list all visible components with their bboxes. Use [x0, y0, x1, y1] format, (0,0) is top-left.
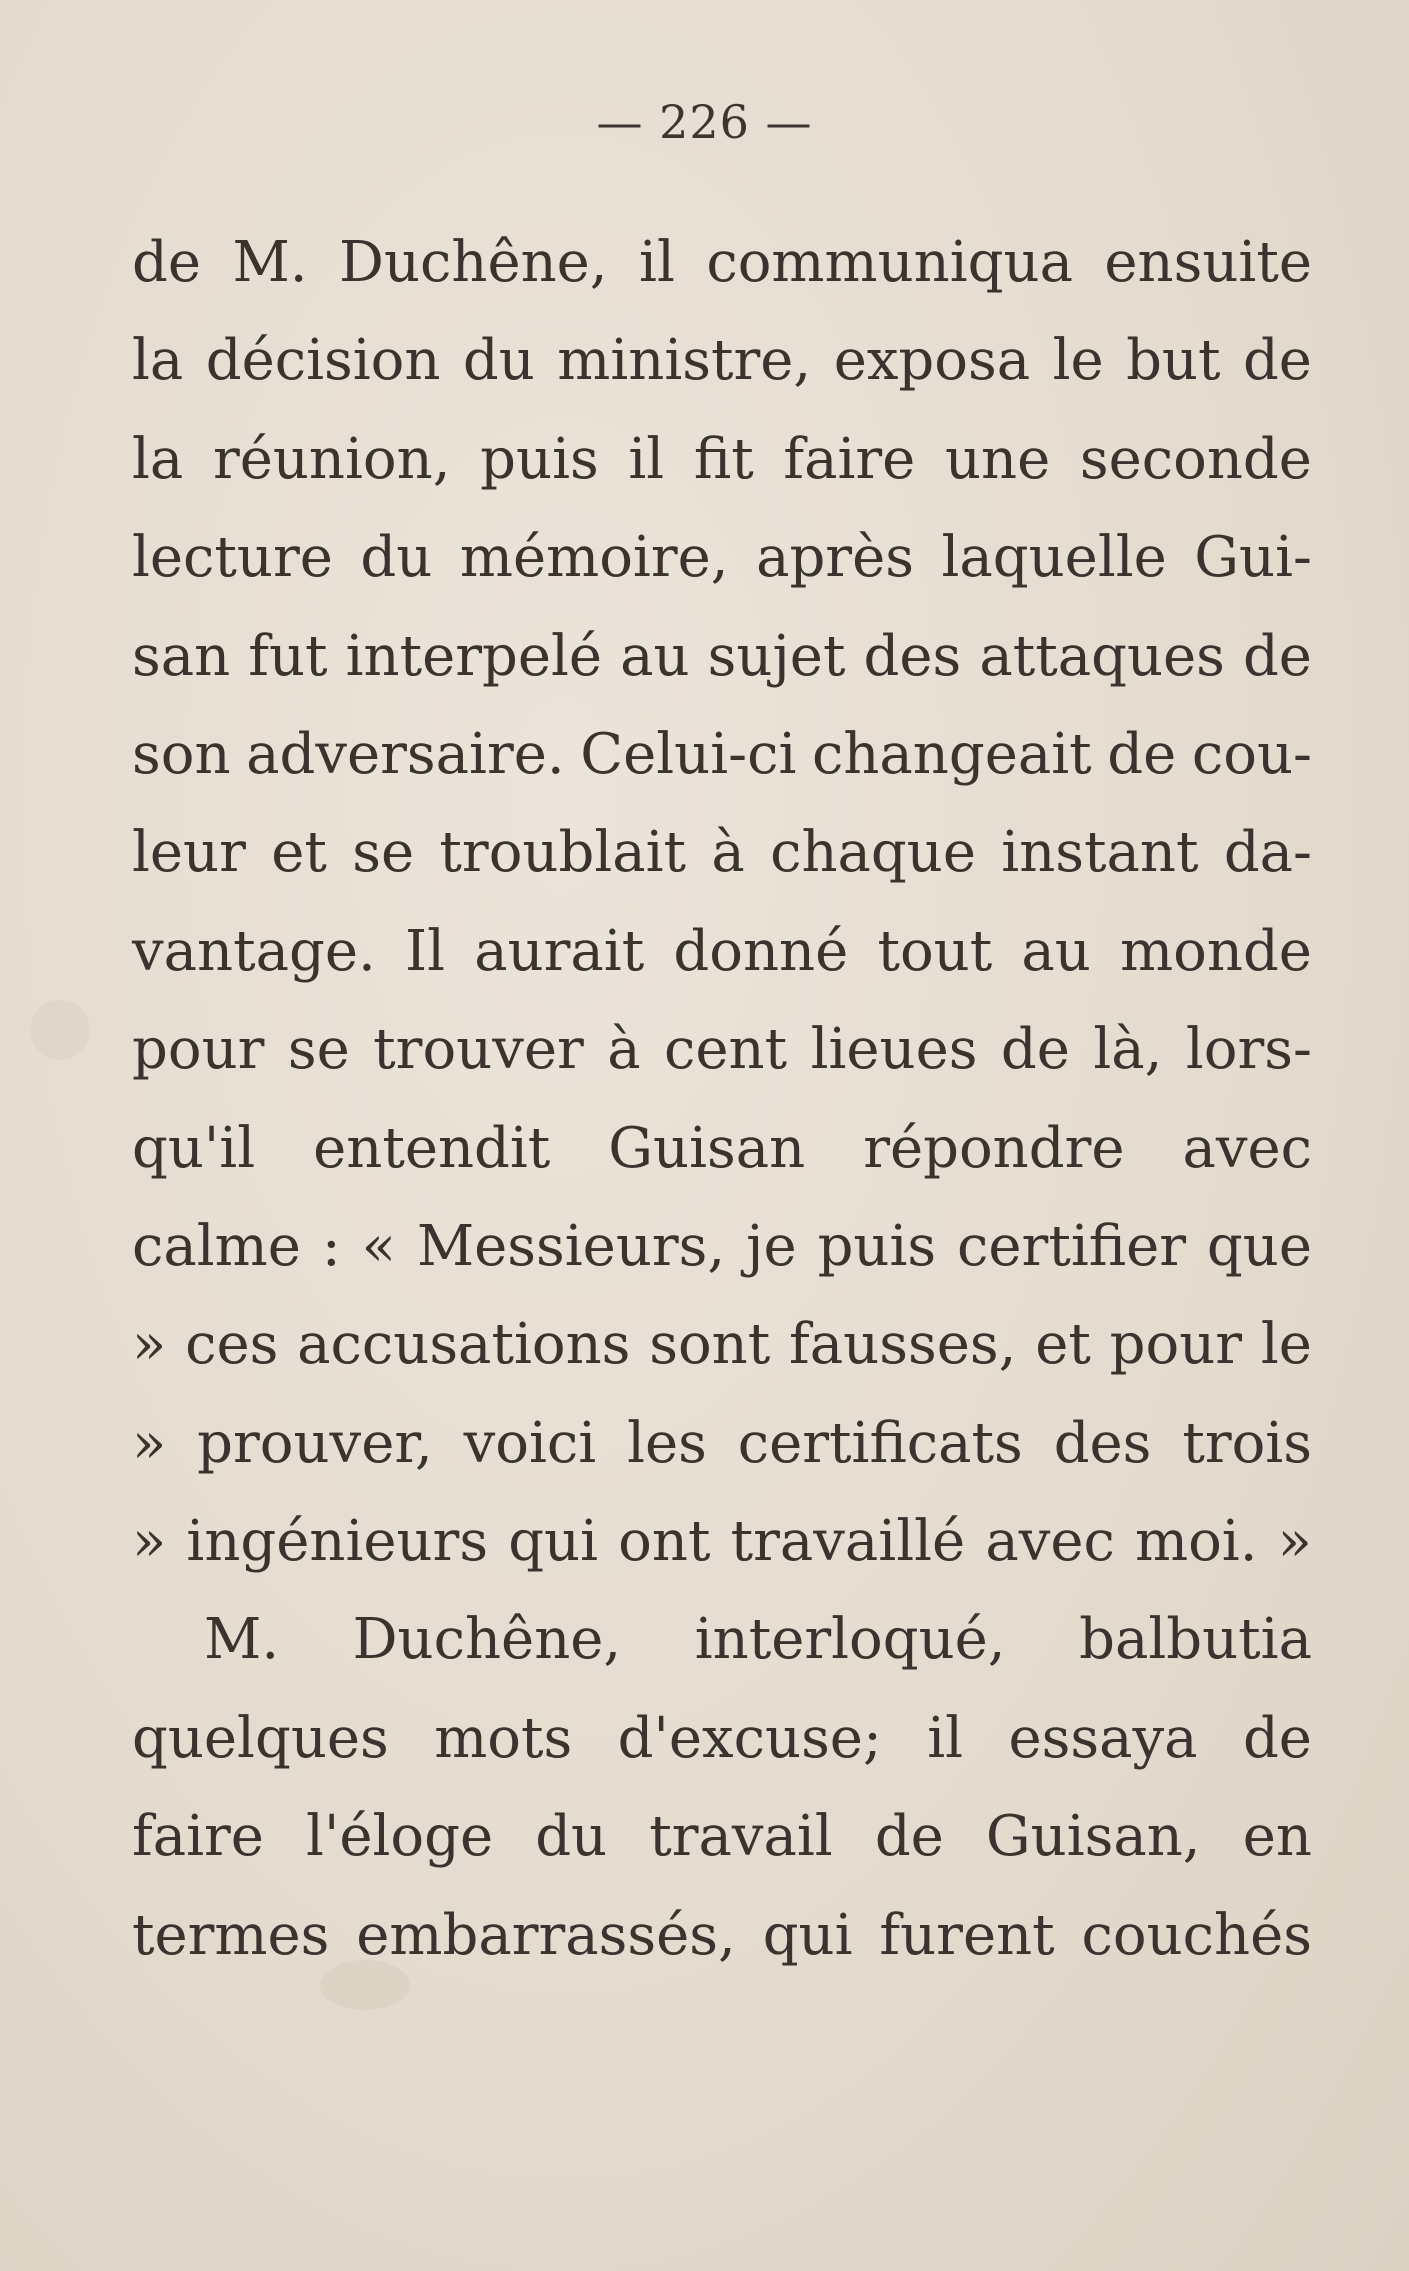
text-line — [132, 214, 1312, 312]
word: instant — [1001, 820, 1199, 886]
word: le — [1260, 1312, 1312, 1378]
word: sujet — [707, 623, 846, 689]
word: quelques — [132, 1705, 389, 1771]
word: de — [132, 230, 201, 295]
word: Duchêne, — [352, 1607, 622, 1673]
word: puis — [817, 1213, 937, 1279]
text-line — [132, 312, 1312, 410]
word: ingénieurs — [186, 1509, 489, 1575]
word: de — [874, 1804, 944, 1870]
word: il — [927, 1705, 964, 1771]
text-line — [132, 1887, 1312, 1985]
word: à — [607, 1017, 641, 1083]
word: » — [132, 1312, 167, 1378]
word: calme — [132, 1213, 301, 1279]
word: leur — [132, 820, 246, 886]
word: accusations — [297, 1312, 631, 1378]
word: » — [132, 1410, 167, 1476]
word: ces — [185, 1312, 279, 1378]
word: avec — [985, 1509, 1115, 1575]
word: but — [1126, 328, 1221, 394]
word: ensuite — [1104, 230, 1312, 295]
word: termes — [132, 1902, 330, 1968]
word: de — [1107, 721, 1177, 787]
page-number: — 226 — — [596, 95, 813, 149]
word: faire — [132, 1804, 264, 1870]
word: cent — [664, 1017, 788, 1083]
word: M. — [232, 230, 308, 295]
word: entendit — [313, 1115, 551, 1181]
word: du — [535, 1804, 608, 1870]
word: répondre — [863, 1115, 1125, 1181]
word: vantage. — [132, 918, 376, 984]
word: d'excuse; — [617, 1705, 882, 1771]
word: mémoire, — [459, 525, 729, 591]
text-line — [132, 1100, 1312, 1198]
word: du — [360, 525, 433, 591]
word: se — [287, 1017, 350, 1083]
word: ministre, — [557, 328, 812, 394]
word: seconde — [1079, 426, 1312, 492]
word: M. — [204, 1607, 280, 1673]
word: faire — [783, 426, 916, 492]
word: fut — [248, 623, 328, 689]
word: lecture — [132, 525, 333, 591]
word: de — [1242, 328, 1312, 394]
word: fausses, — [789, 1312, 1017, 1378]
word: : — [321, 1213, 341, 1279]
word: et — [1035, 1312, 1091, 1378]
word: san — [132, 623, 231, 689]
word: que — [1206, 1213, 1312, 1279]
text-line — [132, 903, 1312, 1001]
word: son — [132, 721, 231, 787]
word: Il — [404, 918, 445, 984]
word: au — [1021, 918, 1091, 984]
word: l'éloge — [306, 1804, 494, 1870]
word: je — [746, 1213, 797, 1279]
word: troublait — [439, 820, 687, 886]
word: embarrassés, — [356, 1902, 736, 1968]
word: Celui-ci — [580, 721, 797, 787]
word: puis — [480, 426, 599, 492]
word: aurait — [474, 918, 645, 984]
word: moi. — [1134, 1509, 1258, 1575]
word: laquelle — [941, 525, 1167, 591]
text-line — [132, 411, 1312, 509]
word: lors- — [1185, 1017, 1312, 1083]
word: de — [1242, 623, 1312, 689]
word: il — [628, 426, 665, 492]
word: communiqua — [706, 230, 1073, 295]
word: qui — [762, 1902, 853, 1968]
word: sont — [649, 1312, 771, 1378]
word: monde — [1120, 918, 1312, 984]
word: à — [711, 820, 745, 886]
text-line — [132, 1591, 1312, 1689]
word: des — [1053, 1410, 1152, 1476]
word: voici — [463, 1410, 597, 1476]
word: certifier — [957, 1213, 1186, 1279]
word: la — [132, 426, 184, 492]
word: donné — [673, 918, 849, 984]
word: mots — [434, 1705, 573, 1771]
word: la — [132, 328, 184, 394]
word: qui — [508, 1509, 599, 1575]
word: travail — [649, 1804, 833, 1870]
word: adversaire. — [246, 721, 565, 787]
text-line — [132, 1690, 1312, 1788]
text-line — [132, 1198, 1312, 1296]
word: de — [1000, 1017, 1070, 1083]
word: certificats — [737, 1410, 1023, 1476]
word: changeait — [811, 721, 1092, 787]
word: couchés — [1081, 1902, 1312, 1968]
word: exposa — [833, 328, 1031, 394]
word: interloqué, — [694, 1607, 1006, 1673]
word: qu'il — [132, 1115, 256, 1181]
word: le — [1052, 328, 1104, 394]
word: de — [1242, 1705, 1312, 1771]
word: les — [627, 1410, 707, 1476]
word: » — [132, 1509, 167, 1575]
text-line — [132, 608, 1312, 706]
word: du — [462, 328, 535, 394]
text-line — [132, 1493, 1312, 1591]
word: et — [271, 820, 327, 886]
word: trois — [1182, 1410, 1312, 1476]
word: chaque — [770, 820, 976, 886]
word: Gui- — [1194, 525, 1312, 591]
word: tout — [877, 918, 993, 984]
word: essaya — [1008, 1705, 1198, 1771]
text-line — [132, 1395, 1312, 1493]
word: des — [863, 623, 962, 689]
text-line — [132, 706, 1312, 804]
word: Guisan, — [985, 1804, 1201, 1870]
word: une — [944, 426, 1051, 492]
text-line — [132, 804, 1312, 902]
word: pour — [1109, 1312, 1243, 1378]
word: pour — [132, 1017, 265, 1083]
word: prouver, — [197, 1410, 433, 1476]
word: Duchêne, — [339, 230, 608, 295]
word: après — [756, 525, 914, 591]
text-line — [132, 509, 1312, 607]
word: se — [352, 820, 415, 886]
word: » — [1277, 1509, 1312, 1575]
text-line — [132, 1788, 1312, 1886]
word: travaillé — [730, 1509, 966, 1575]
word: furent — [879, 1902, 1055, 1968]
word: fit — [693, 426, 754, 492]
word: décision — [205, 328, 441, 394]
word: « — [361, 1213, 396, 1279]
word: réunion, — [212, 426, 451, 492]
word: Guisan — [608, 1115, 806, 1181]
word: là, — [1093, 1017, 1163, 1083]
word: avec — [1182, 1115, 1312, 1181]
word: ont — [618, 1509, 711, 1575]
word: cou- — [1191, 721, 1312, 787]
word: lieues — [810, 1017, 978, 1083]
word: en — [1242, 1804, 1312, 1870]
word: attaques — [979, 623, 1225, 689]
body-text — [132, 214, 1312, 1985]
word: interpelé — [345, 623, 603, 689]
text-line — [132, 1296, 1312, 1394]
word: il — [639, 230, 675, 295]
text-line — [132, 1001, 1312, 1099]
word: balbutia — [1079, 1607, 1312, 1673]
word: au — [620, 623, 690, 689]
word: Messieurs, — [416, 1213, 726, 1279]
word: da- — [1223, 820, 1312, 886]
paper-stain — [30, 1000, 90, 1060]
word: trouver — [373, 1017, 584, 1083]
